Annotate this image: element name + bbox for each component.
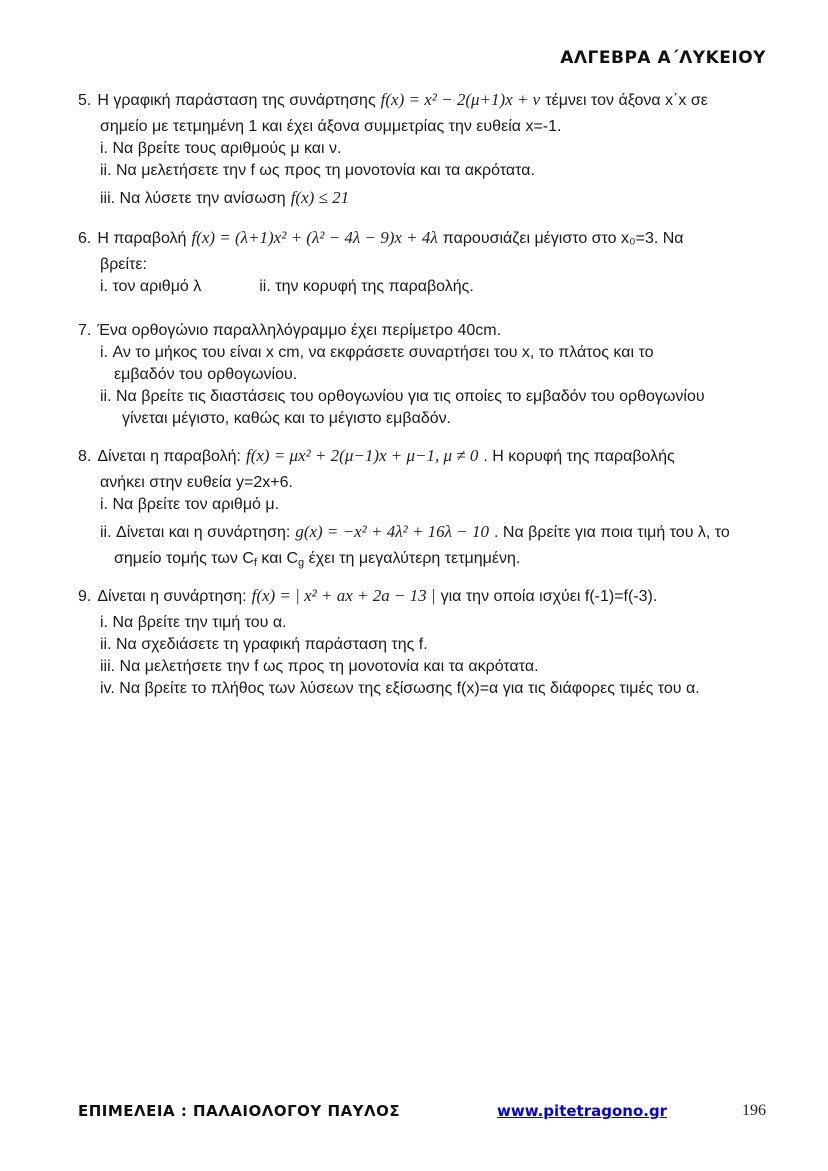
text-run: iii. Να λύσετε την ανίσωση <box>100 190 286 207</box>
text-run: iii. Να μελετήσετε την f ως προς τη μονοτονία και τα ακρότατα. <box>100 658 539 675</box>
text-run: έχει τη μεγαλύτερη τετμημένη. <box>304 550 521 567</box>
text-line <box>114 548 828 574</box>
text-run: εμβαδόν του ορθογωνίου. <box>114 366 298 383</box>
exercise-7 <box>0 320 828 430</box>
text-line <box>100 678 828 700</box>
exercise-number: 6. <box>78 230 92 247</box>
text-run: για την οποία ισχύει f(-1)=f(-3). <box>440 588 658 605</box>
exercise-6 <box>0 222 828 298</box>
text-run: i. Να βρείτε τον αριθμό μ. <box>100 496 280 513</box>
footer-link[interactable]: www.pitetragono.gr <box>497 1102 668 1120</box>
text-run: i. Να βρείτε τους αριθμούς μ και ν. <box>100 140 342 157</box>
math-formula: f(x) = | x² + ax + 2a − 13 | <box>251 586 436 605</box>
text-line <box>100 138 828 160</box>
page-number: 196 <box>742 1102 766 1119</box>
text-run: Η γραφική παράσταση της συνάρτησης <box>97 92 376 109</box>
text-line <box>78 222 828 254</box>
text-line <box>100 612 828 634</box>
text-line <box>100 342 828 364</box>
text-run: ii. Να σχεδιάσετε τη γραφική παράσταση της f. <box>100 636 428 653</box>
exercise-number: 9. <box>78 588 92 605</box>
exercise-number: 5. <box>78 92 92 109</box>
text-line <box>122 408 828 430</box>
text-run: i. Να βρείτε την τιμή του α. <box>100 614 287 631</box>
text-run: ii. την κορυφή της παραβολής. <box>259 278 474 295</box>
text-run: σημείο τομής των C <box>114 550 254 567</box>
page-header <box>560 48 766 68</box>
text-line <box>78 580 828 612</box>
text-run: ii. Να βρείτε τις διαστάσεις του ορθογωνίου για τις οποίες το εμβαδόν του ορθογωνίου <box>100 388 705 405</box>
text-run: τέμνει τον άξονα x΄x σε <box>545 92 708 109</box>
text-run: και C <box>256 550 298 567</box>
text-line <box>114 364 828 386</box>
exercise-number: 7. <box>78 322 92 339</box>
text-run: ii. Να μελετήσετε την f ως προς τη μονοτονία και τα ακρότατα. <box>100 162 535 179</box>
text-line <box>100 516 828 548</box>
text-run: ii. Δίνεται και η συνάρτηση: <box>100 524 291 541</box>
exercise-9 <box>0 580 828 700</box>
math-formula: f(x) = (λ+1)x² + (λ² − 4λ − 9)x + 4λ <box>191 228 438 247</box>
text-run: βρείτε: <box>100 256 147 273</box>
math-formula: f(x) = μx² + 2(μ−1)x + μ−1, μ ≠ 0 <box>245 446 479 465</box>
text-line <box>100 472 828 494</box>
text-line <box>100 494 828 516</box>
math-formula: g(x) = −x² + 4λ² + 16λ − 10 <box>295 522 490 541</box>
text-run: Η παραβολή <box>97 230 187 247</box>
header-title: ΑΛΓΕΒΡΑ Α΄ΛΥΚΕΙΟΥ <box>560 48 766 68</box>
text-line <box>100 182 828 214</box>
text-line <box>100 634 828 656</box>
page-footer <box>0 1102 828 1128</box>
subscript: g <box>298 557 305 569</box>
exercise-8 <box>0 440 828 574</box>
text-run: i. τον αριθμό λ <box>100 278 202 295</box>
text-line <box>78 84 828 116</box>
text-run: γίνεται μέγιστο, καθώς και το μέγιστο εμβαδόν. <box>122 410 452 427</box>
page-content <box>0 84 828 700</box>
text-run: . Να βρείτε για ποια τιμή του λ, το <box>494 524 730 541</box>
text-run: Δίνεται η συνάρτηση: <box>97 588 247 605</box>
text-line <box>100 254 828 276</box>
text-run: iv. Να βρείτε το πλήθος των λύσεων της εξίσωσης f(x)=α για τις διάφορες τιμές του α. <box>100 680 700 697</box>
text-line <box>100 386 828 408</box>
text-line <box>100 656 828 678</box>
exercise-number: 8. <box>78 448 92 465</box>
text-run: ανήκει στην ευθεία y=2x+6. <box>100 474 293 491</box>
math-formula: f(x) = x² − 2(μ+1)x + ν <box>380 90 541 109</box>
footer-credit: ΕΠΙΜΕΛΕΙΑ : ΠΑΛΑΙΟΛΟΓΟΥ ΠΑΥΛΟΣ <box>78 1102 401 1120</box>
text-line <box>78 440 828 472</box>
text-line <box>100 116 828 138</box>
text-run: παρουσιάζει μέγιστο στο x₀=3. Να <box>442 230 684 247</box>
text-run: i. Αν το μήκος του είναι x cm, να εκφράσετε συναρτήσει του x, το πλάτος και το <box>100 344 654 361</box>
text-run: σημείο με τετμημένη 1 και έχει άξονα συμμετρίας την ευθεία x=-1. <box>100 118 562 135</box>
text-run: Δίνεται η παραβολή: <box>97 448 241 465</box>
text-line <box>100 276 828 298</box>
text-run: . Η κορυφή της παραβολής <box>483 448 675 465</box>
text-run: Ένα ορθογώνιο παραλληλόγραμμο έχει περίμετρο 40cm. <box>97 322 502 339</box>
exercise-5 <box>0 84 828 214</box>
math-formula: f(x) ≤ 21 <box>290 188 350 207</box>
subscript: f <box>253 557 257 569</box>
text-line <box>78 320 828 342</box>
text-line <box>100 160 828 182</box>
